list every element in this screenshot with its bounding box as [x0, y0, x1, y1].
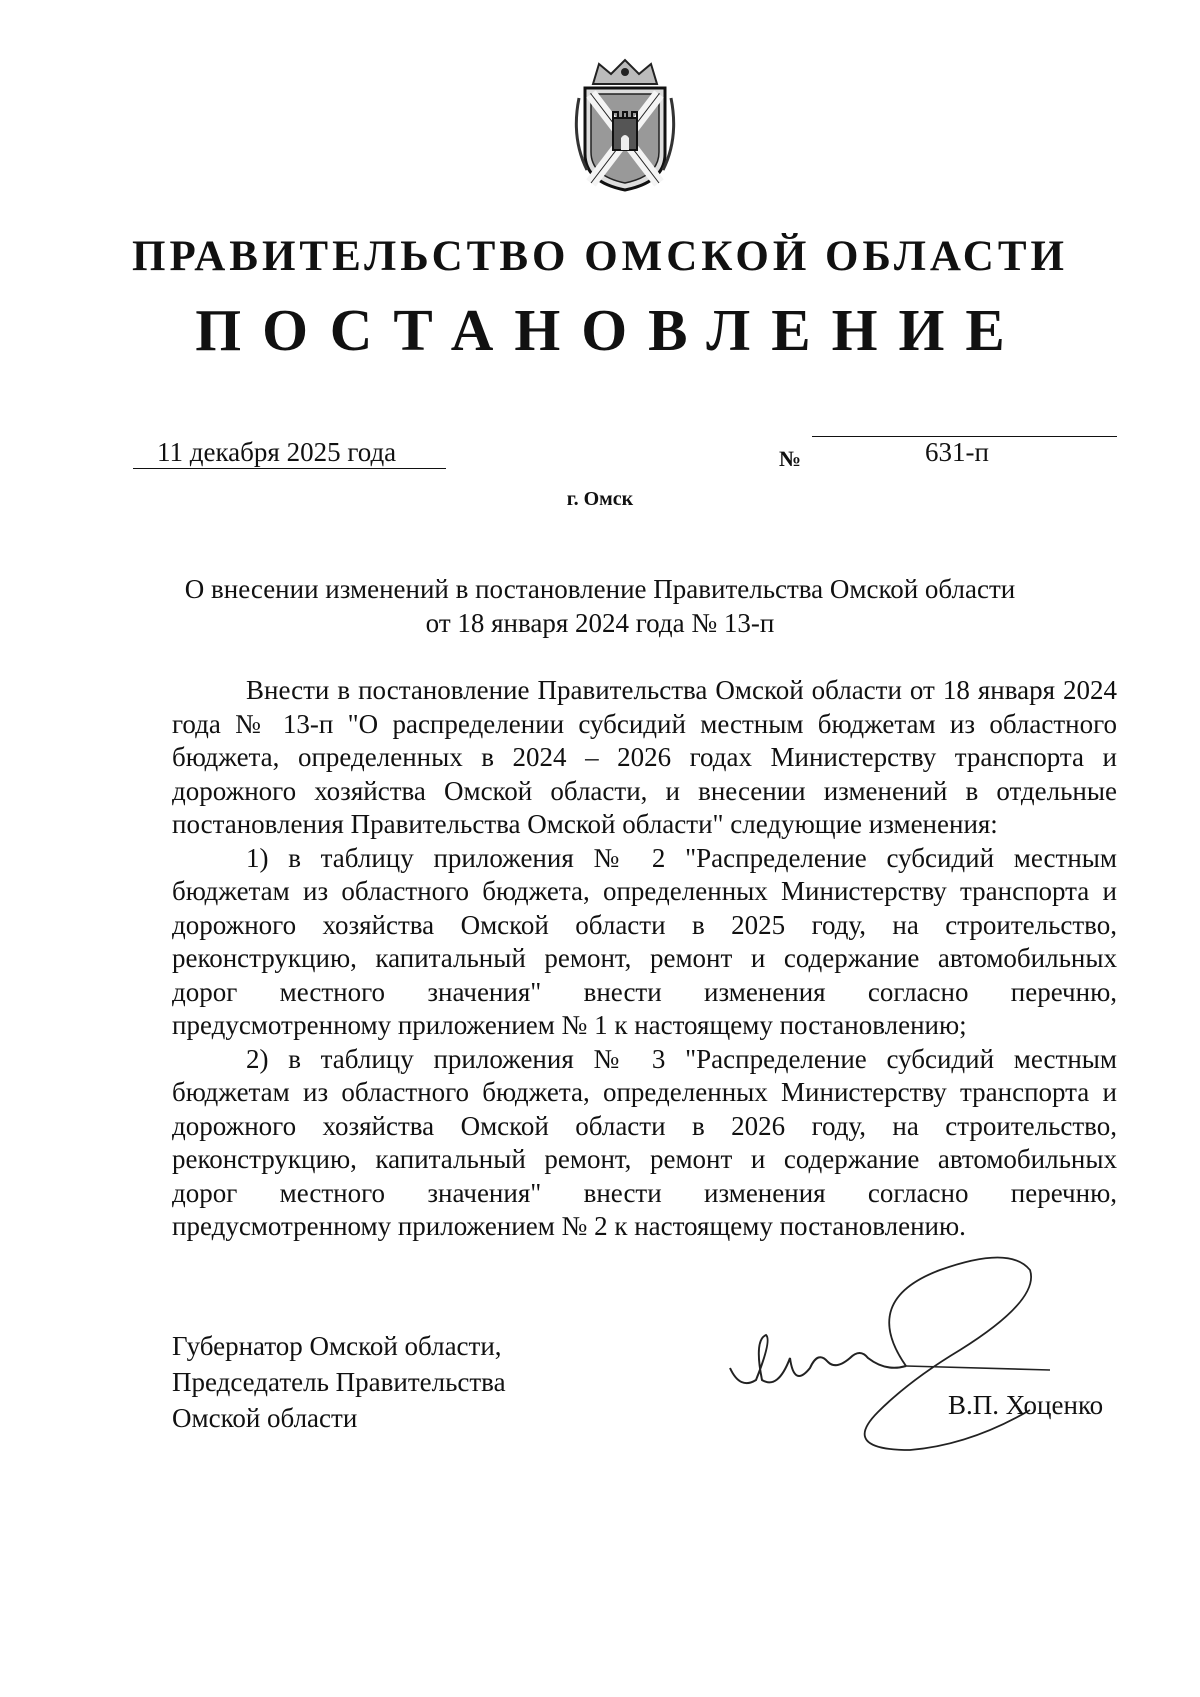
document-date: 11 декабря 2025 года — [133, 436, 446, 469]
government-title: ПРАВИТЕЛЬСТВО ОМСКОЙ ОБЛАСТИ — [132, 233, 1068, 280]
signatory-name: В.П. Хоценко — [948, 1390, 1104, 1420]
coat-of-arms-icon — [565, 58, 685, 194]
signatory-position — [172, 1328, 506, 1436]
document-type-title: ПОСТАНОВЛЕНИЕ — [195, 297, 1026, 363]
subject-line-2: от 18 января 2024 года № 13-п — [425, 608, 775, 638]
position-line-2: Председатель Правительства — [172, 1367, 506, 1397]
document-subject — [0, 572, 1200, 640]
number-label: № — [779, 446, 802, 471]
position-line-3: Омской области — [172, 1403, 358, 1433]
subject-line-1: О внесении изменений в постановление Правительства Омской области — [184, 574, 1016, 604]
document-number: 631-п — [925, 437, 989, 467]
position-line-1: Губернатор Омской области, — [172, 1331, 502, 1361]
body-paragraph-item-1: 1) в таблицу приложения № 2 "Распределение субсидий местным бюджетам из областного бюджета, определенных Министерству транспорта и дорожного хозяйства Омской области в 2025 году, на строительство, реконструкцию, капитальный ремонт, ремонт и содержание автомобильных дорог местного значения" внести изменения согласно перечню, предусмотренному приложением № 1 к настоящему постановлению; — [172, 842, 1117, 1040]
body-paragraph-intro: Внести в постановление Правительства Омской области от 18 января 2024 года № 13-п "О распределении субсидий местным бюджетам из областного бюджета, определенных в 2024 – 2026 годах Министерству транспорта и дорожного хозяйства Омской области, и внесении изменений в отдельные постановления Правительства Омской области" следующие изменения: — [172, 675, 1117, 839]
document-body — [172, 674, 1117, 1244]
city-label: г. Омск — [566, 488, 634, 510]
handwritten-signature — [710, 1240, 1130, 1460]
document-number-field — [812, 436, 1117, 467]
body-paragraph-item-2: 2) в таблицу приложения № 3 "Распределение субсидий местным бюджетам из областного бюджета, определенных Министерству транспорта и дорожного хозяйства Омской области в 2026 году, на строительство, реконструкцию, капитальный ремонт, ремонт и содержание автомобильных дорог местного значения" внести изменения согласно перечню, предусмотренному приложением № 2 к настоящему постановлению. — [172, 1043, 1117, 1241]
